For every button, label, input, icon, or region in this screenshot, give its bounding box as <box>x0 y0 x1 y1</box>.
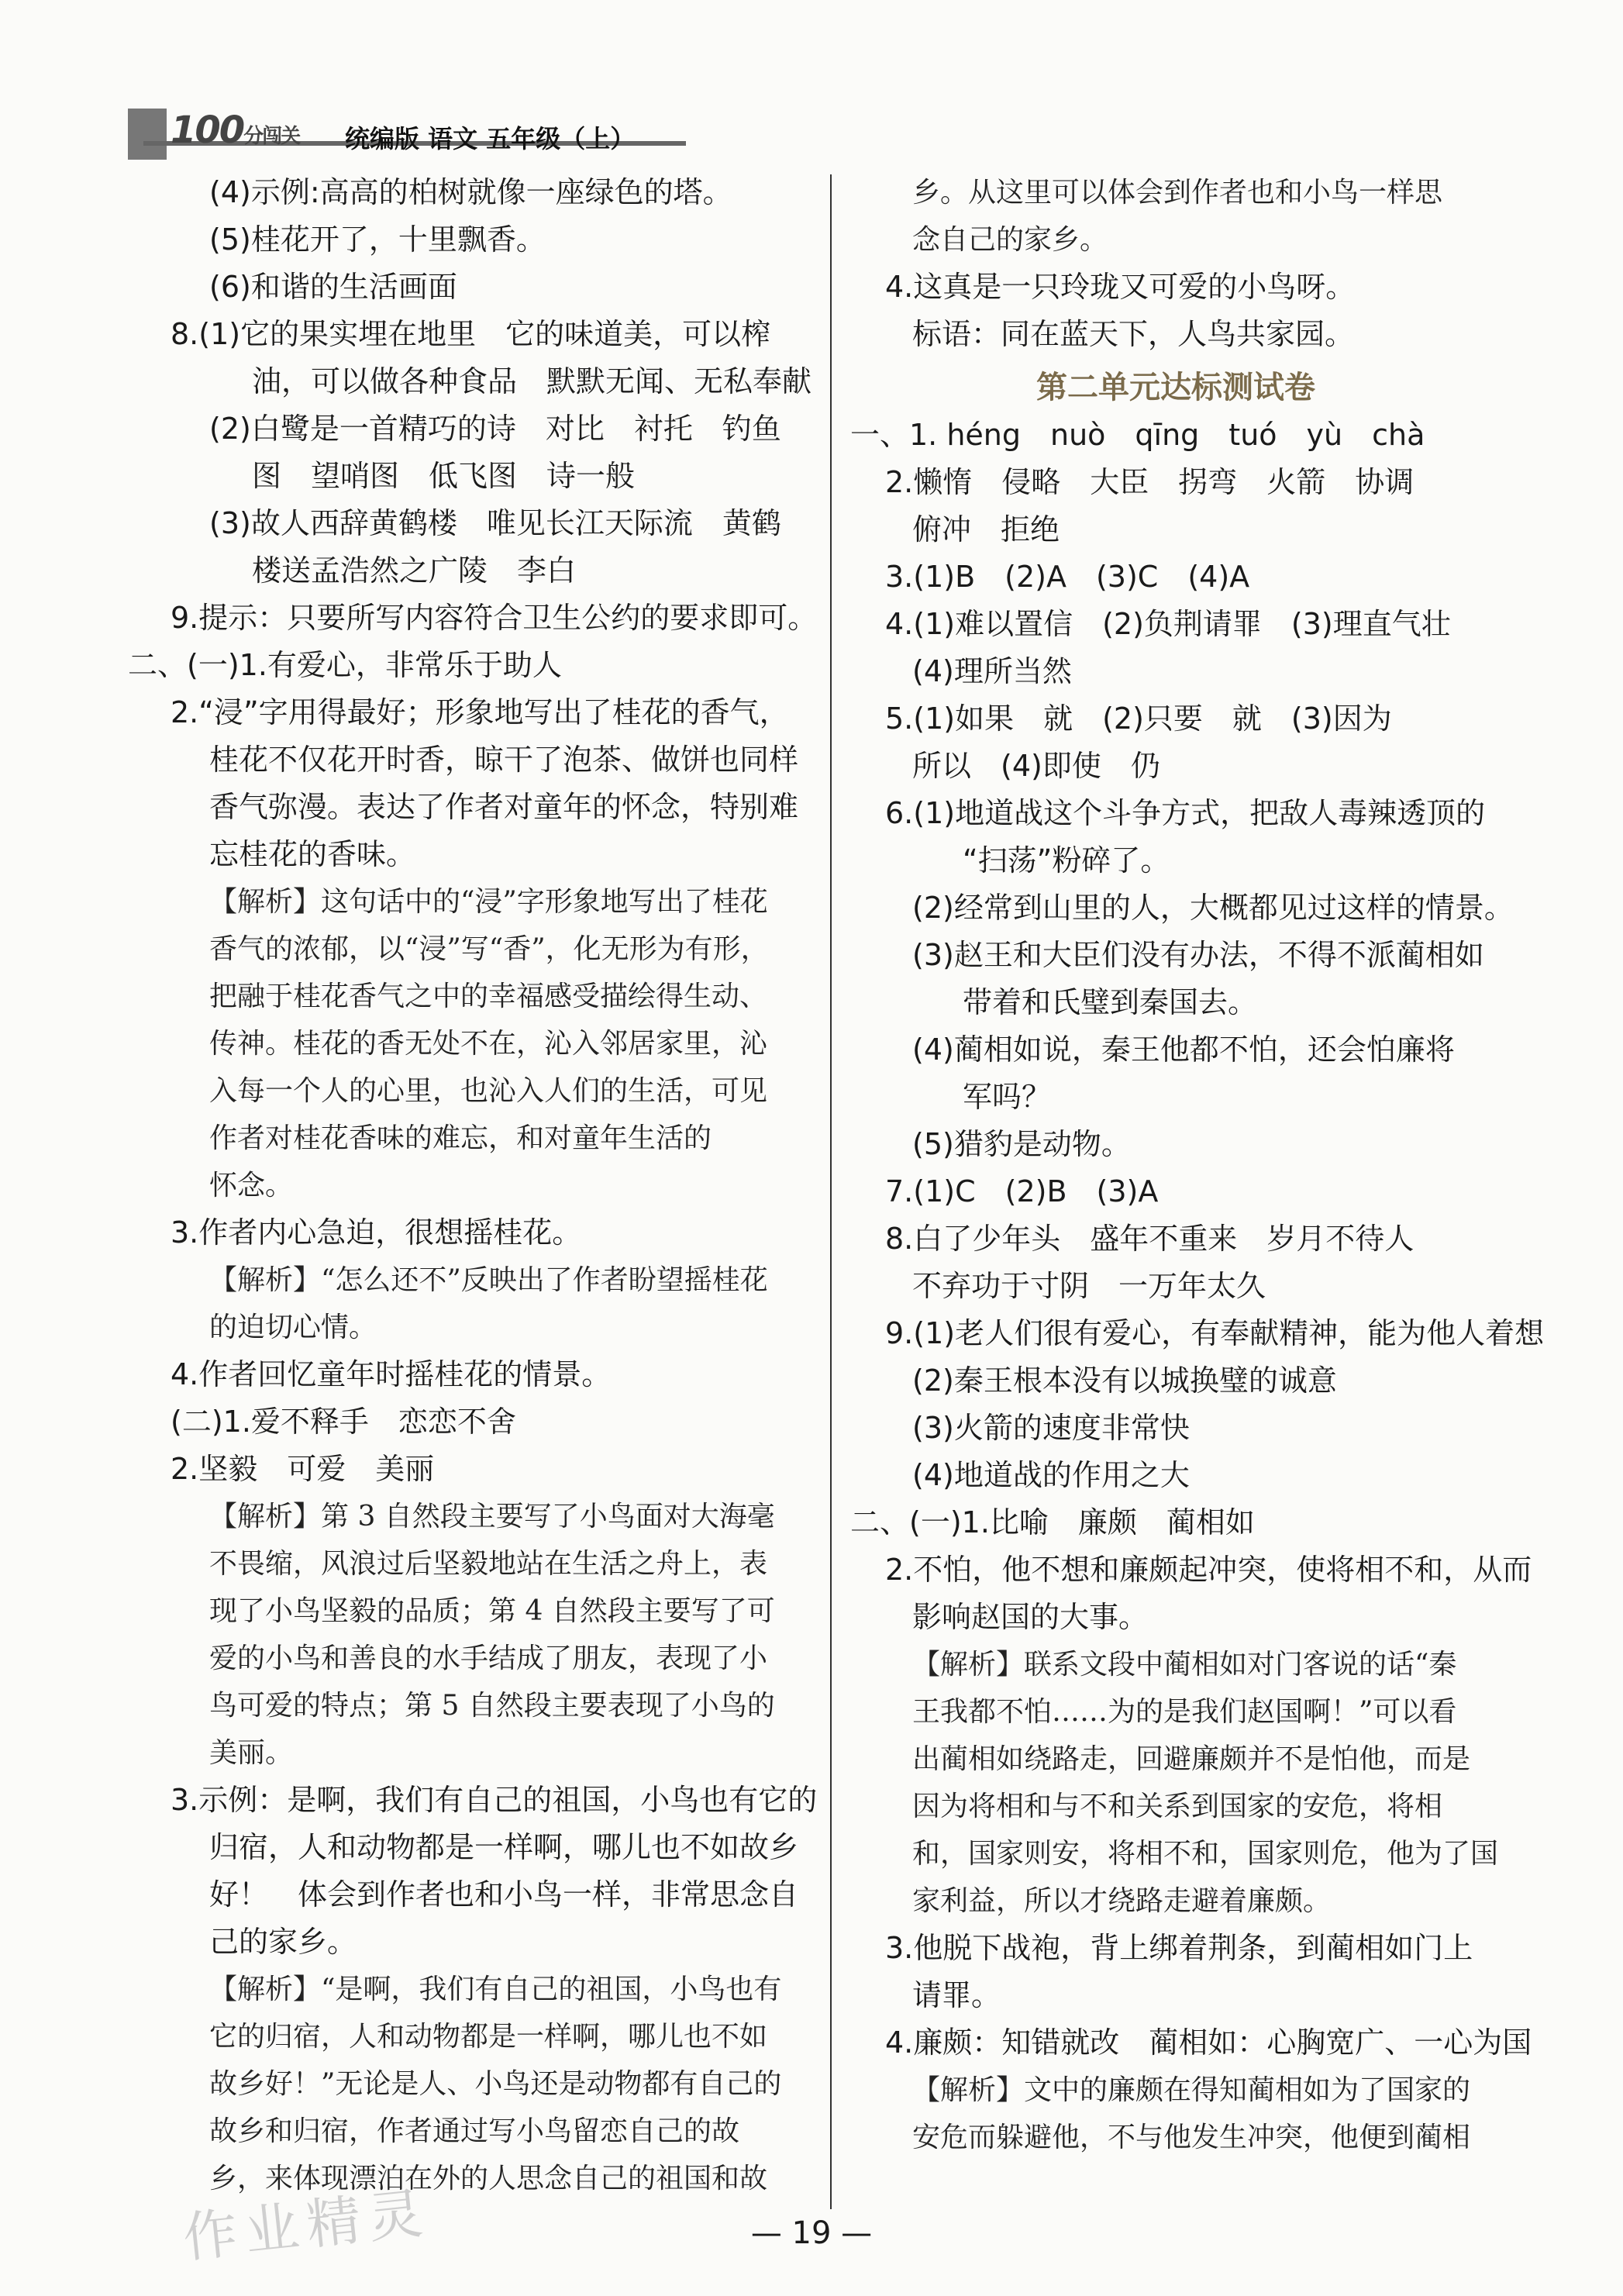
answer-line: (5)猎豹是动物。 <box>912 1127 1131 1161</box>
answer-line: 4.(1)难以置信 (2)负荆请罪 (3)理直气壮 <box>885 607 1451 641</box>
answer-line: 2.坚毅 可爱 美丽 <box>171 1452 435 1486</box>
explanation-line: 传神。桂花的香无处不在，沁入邻居家里，沁 <box>209 1028 768 1060</box>
explanation-line: 乡。从这里可以体会到作者也和小鸟一样思 <box>912 177 1443 209</box>
explanation-line: 香气的浓郁，以“浸”写“香”，化无形为有形， <box>209 933 769 965</box>
watermark: 作业精灵 <box>180 2181 433 2270</box>
section-title: 第二单元达标测试卷 <box>1036 370 1315 405</box>
answer-line: “扫荡”粉碎了。 <box>963 843 1170 877</box>
answer-line: 2.懒惰 侵略 大臣 拐弯 火箭 协调 <box>885 465 1415 499</box>
answer-line: 4.廉颇：知错就改 蔺相如：心胸宽广、一心为国 <box>885 2025 1532 2060</box>
explanation-line: 【解析】“怎么还不”反映出了作者盼望摇桂花 <box>209 1264 768 1296</box>
answer-line: 影响赵国的大事。 <box>912 1600 1149 1634</box>
logo-bar <box>128 109 167 160</box>
page-header <box>128 109 686 163</box>
explanation-line: 乡，来体现漂泊在外的人思念自己的祖国和故 <box>209 2163 768 2194</box>
answer-line: 二、(一)1.有爱心，非常乐于助人 <box>128 648 562 682</box>
answer-line: 一、1. héng nuò qīng tuó yù chà <box>850 418 1425 452</box>
answer-line: 楼送孟浩然之广陵 李白 <box>252 553 577 588</box>
answer-line: 忘桂花的香味。 <box>209 837 416 871</box>
answer-line: 9.提示：只要所写内容符合卫生公约的要求即可。 <box>171 601 818 635</box>
answer-line: 5.(1)如果 就 (2)只要 就 (3)因为 <box>885 702 1392 736</box>
answer-line: 二、(一)1.比喻 廉颇 蔺相如 <box>850 1505 1255 1539</box>
answer-line: 好！ 体会到作者也和小鸟一样，非常思念自 <box>209 1877 799 1912</box>
answer-line: 香气弥漫。表达了作者对童年的怀念，特别难 <box>209 790 799 824</box>
explanation-line: 入每一个人的心里，也沁入人们的生活，可见 <box>209 1075 768 1107</box>
answer-line: 3.他脱下战袍，背上绑着荆条，到蔺相如门上 <box>885 1931 1473 1965</box>
answer-line: 军吗？ <box>963 1080 1052 1114</box>
answer-line: 不弃功于寸阴 一万年太久 <box>912 1269 1266 1303</box>
explanation-line: 的迫切心情。 <box>209 1312 377 1343</box>
series-title: 统编版 语文 五年级（上） <box>345 124 636 153</box>
answer-line: (3)故人西辞黄鹤楼 唯见长江天际流 黄鹤 <box>209 506 781 540</box>
answer-line: 8.(1)它的果实埋在地里 它的味道美，可以榨 <box>171 317 771 351</box>
answer-line: (3)赵王和大臣们没有办法，不得不派蔺相如 <box>912 938 1484 972</box>
answer-line: (2)白鹭是一首精巧的诗 对比 衬托 钓鱼 <box>209 412 781 446</box>
explanation-line: 【解析】第 3 自然段主要写了小鸟面对大海毫 <box>209 1501 775 1532</box>
answer-line: 7.(1)C (2)B (3)A <box>885 1174 1159 1208</box>
answer-line: 俯冲 拒绝 <box>912 512 1060 546</box>
explanation-line: 故乡好！”无论是人、小鸟还是动物都有自己的 <box>209 2068 782 2100</box>
explanation-line: 现了小鸟坚毅的品质；第 4 自然段主要写了可 <box>209 1595 775 1627</box>
explanation-line: 因为将相和与不和关系到国家的安危，将相 <box>912 1791 1443 1822</box>
answer-line: (2)秦王根本没有以城换璧的诚意 <box>912 1363 1337 1398</box>
answer-line: 2.“浸”字用得最好；形象地写出了桂花的香气， <box>171 695 789 729</box>
answer-line: 图 望哨图 低飞图 诗一般 <box>252 459 636 493</box>
answer-line: 标语：同在蓝天下，人鸟共家园。 <box>912 317 1355 351</box>
explanation-line: 把融于桂花香气之中的幸福感受描绘得生动、 <box>209 981 768 1012</box>
explanation-line: 美丽。 <box>209 1737 294 1769</box>
explanation-line: 【解析】文中的廉颇在得知蔺相如为了国家的 <box>912 2074 1471 2106</box>
explanation-line: 出蔺相如绕路走，回避廉颇并不是怕他，而是 <box>912 1743 1471 1775</box>
explanation-line: 爱的小鸟和善良的水手结成了朋友，表现了小 <box>209 1643 768 1674</box>
answer-line: 3.作者内心急迫，很想摇桂花。 <box>171 1215 582 1250</box>
answer-line: (4)示例:高高的柏树就像一座绿色的塔。 <box>209 175 732 209</box>
series-logo: 100分闯关 <box>171 109 300 152</box>
explanation-line: 不畏缩，风浪过后坚毅地站在生活之舟上，表 <box>209 1548 768 1580</box>
explanation-line: 安危而躲避他，不与他发生冲突，他便到蔺相 <box>912 2122 1471 2153</box>
answer-line: 8.白了少年头 盛年不重来 岁月不待人 <box>885 1222 1415 1256</box>
answer-line: (4)地道战的作用之大 <box>912 1458 1190 1492</box>
answer-line: (5)桂花开了，十里飘香。 <box>209 222 546 257</box>
answer-line: (2)经常到山里的人，大概都见过这样的情景。 <box>912 891 1514 925</box>
answer-line: 油，可以做各种食品 默默无闻、无私奉献 <box>252 364 812 398</box>
answer-line: (4)理所当然 <box>912 654 1072 688</box>
explanation-line: 故乡和归宿，作者通过写小鸟留恋自己的故 <box>209 2115 740 2147</box>
explanation-line: 作者对桂花香味的难忘，和对童年生活的 <box>209 1122 712 1154</box>
answer-line: (4)蔺相如说，秦王他都不怕，还会怕廉将 <box>912 1033 1455 1067</box>
page-number: — 19 — <box>750 2215 873 2251</box>
answer-line: 3.示例：是啊，我们有自己的祖国，小鸟也有它的 <box>171 1783 818 1817</box>
explanation-line: 怀念。 <box>209 1170 294 1201</box>
answer-line: 所以 (4)即使 仍 <box>912 749 1160 783</box>
answer-line: 4.作者回忆童年时摇桂花的情景。 <box>171 1357 612 1391</box>
answer-line: 2.不怕，他不想和廉颇起冲突，使将相不和，从而 <box>885 1553 1532 1587</box>
answer-line: 己的家乡。 <box>209 1925 357 1959</box>
answer-line: (二)1.爱不释手 恋恋不舍 <box>171 1405 516 1439</box>
answer-line: 归宿，人和动物都是一样啊，哪儿也不如故乡 <box>209 1830 799 1864</box>
answer-line: 9.(1)老人们很有爱心，有奉献精神，能为他人着想 <box>885 1316 1545 1350</box>
explanation-line: 王我都不怕……为的是我们赵国啊！”可以看 <box>912 1696 1457 1728</box>
explanation-line: 念自己的家乡。 <box>912 224 1108 256</box>
answer-line: (3)火箭的速度非常快 <box>912 1411 1190 1445</box>
explanation-line: 【解析】联系文段中蔺相如对门客说的话“秦 <box>912 1649 1457 1681</box>
answer-line: 带着和氏璧到秦国去。 <box>963 985 1258 1019</box>
answer-line: 桂花不仅花开时香，晾干了泡茶、做饼也同样 <box>209 743 799 777</box>
column-divider <box>830 174 832 2209</box>
explanation-line: 家利益，所以才绕路走避着廉颇。 <box>912 1885 1332 1917</box>
answer-line: 6.(1)地道战这个斗争方式，把敌人毒辣透顶的 <box>885 796 1486 830</box>
answer-line: 请罪。 <box>912 1978 1001 2012</box>
explanation-line: 【解析】这句话中的“浸”字形象地写出了桂花 <box>209 886 768 918</box>
answer-line: 4.这真是一只玲珑又可爱的小鸟呀。 <box>885 270 1356 304</box>
explanation-line: 【解析】“是啊，我们有自己的祖国，小鸟也有 <box>209 1974 782 2005</box>
explanation-line: 鸟可爱的特点；第 5 自然段主要表现了小鸟的 <box>209 1690 775 1722</box>
explanation-line: 它的归宿，人和动物都是一样啊，哪儿也不如 <box>209 2021 768 2053</box>
answer-line: (6)和谐的生活画面 <box>209 270 457 304</box>
answer-line: 3.(1)B (2)A (3)C (4)A <box>885 560 1250 594</box>
explanation-line: 和，国家则安，将相不和，国家则危，他为了国 <box>912 1838 1499 1870</box>
